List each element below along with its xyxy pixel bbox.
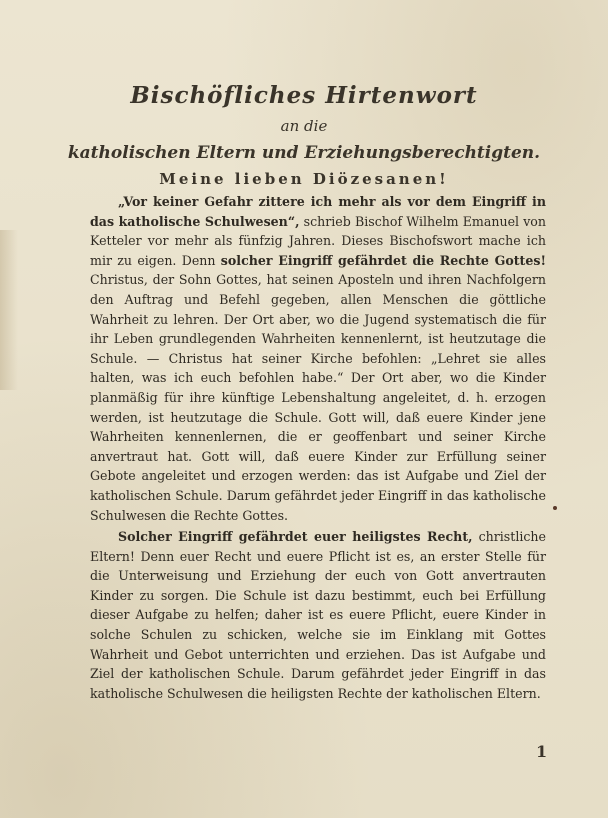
paragraph-1-bold-quote: „Vor keiner Gefahr zittere ich mehr als vor dem Eingriff in das katholische Schulwesen“, (90, 194, 546, 229)
paragraph-1-text-a: schrieb Bischof Wilhelm Emanuel von Ketteler vor mehr als fünfzig Jahren. Dieses Bischofswort mache ich mir zu eigen. Denn (90, 213, 546, 268)
ink-dot (553, 506, 557, 510)
page-number: 1 (536, 742, 548, 761)
subtitle-an: an die (280, 117, 328, 135)
paragraph-1-text-b: Christus, der Sohn Gottes, hat seinen Aposteln und ihren Nachfolgern den Auftrag und Befehl gegeben, allen Menschen die göttliche Wahrheit zu lehren. Der Ort aber, wo die Jugend systematisch die für ihr Leben grundlegenden Wahrheiten kennenlernt, ist heutzutage die Schule. — Christus hat seiner Kirche befohlen: „Lehret sie alles halten, was ich euch befohlen habe.“ Der Ort aber, wo die Kinder planmäßig für ihre künftige Lebenshaltung angeleitet, d. h. erzogen werden, ist heutzutage die Schule. Gott will, daß euere Kinder jene Wahrheiten kennenlernen, die er geoffenbart und seiner Kirche anvertraut hat. Gott will, daß euere Kinder zur Erfüllung seiner Gebote angeleitet und erzogen werden: das ist Aufgabe und Ziel der katholischen Schule. Darum gefährdet jeder Eingriff in das katholische Schulwesen die Rechte Gottes. (90, 272, 546, 523)
paragraph-2-bold-claim: Solcher Eingriff gefährdet euer heiligstes Recht, (118, 529, 473, 545)
paragraph-1-bold-claim: solcher Eingriff gefährdet die Rechte Gottes! (220, 252, 546, 268)
subtitle-addressees: katholischen Eltern und Erziehungsberechtigten. (67, 143, 541, 163)
salutation: Meine lieben Diözesanen! (159, 170, 449, 188)
paragraph-2-text: christliche Eltern! Denn euer Recht und euere Pflicht ist es, an erster Stelle für die Unterweisung und Erziehung der euch von Gott anvertrauten Kinder zu sorgen. Die Schule ist dazu bestimmt, euch bei Erfüllung dieser Aufgabe zu helfen; daher ist es euere Pflicht, euere Kinder in solche Schulen zu schicken, welche sie im Einklang mit Gottes Wahrheit und Gebot unterrichten und erziehen. Das ist Aufgabe und Ziel der katholischen Schule. Darum gefährdet jeder Eingriff in das katholische Schulwesen die heiligsten Rechte der katholischen Eltern. (90, 529, 546, 701)
letter-body (90, 192, 546, 703)
paragraph-2 (90, 527, 546, 703)
paragraph-1 (90, 192, 546, 525)
paper-stain (0, 230, 18, 390)
document-title: Bischöfliches Hirtenwort (130, 82, 478, 109)
letter-header (0, 82, 608, 163)
